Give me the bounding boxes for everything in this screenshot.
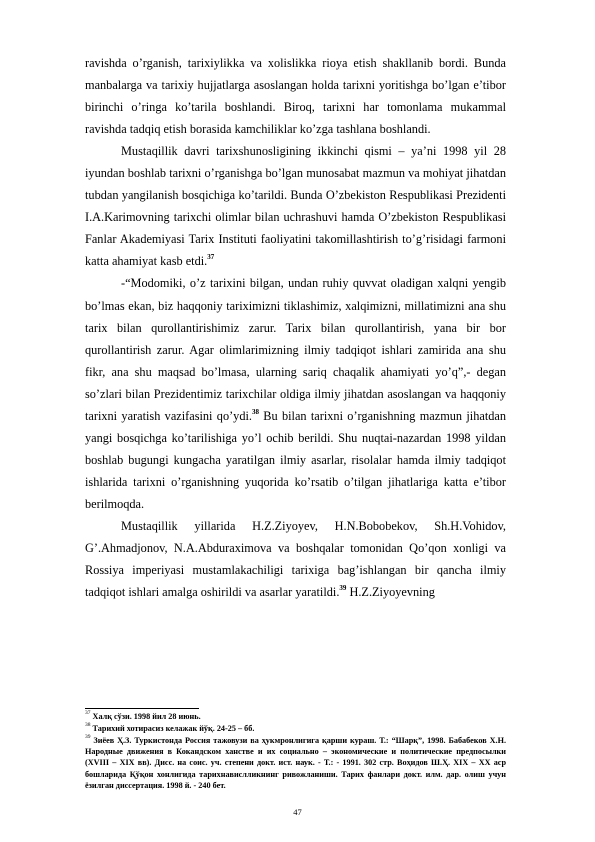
footnote-38 [85, 723, 506, 734]
footnote-number: 37 [85, 710, 91, 717]
paragraph-3-continuation: Bu bilan tarixni o’rganishning mazmun jihatdan yangi bosqichga ko’tarilishiga yo’l ochib berildi. Shu nuqtai-nazardan 1998 yildan boshlab bugungi kungacha yaratilgan ilmiy asarlar, risolalar hamda ilmiy tadqiqot ishlarida tarixni o’rganishning yuqorida ko’rsatib o’tilgan jihatlariga katta e’tibor berilmoqda. [85, 408, 506, 511]
footnote-separator [85, 708, 199, 709]
paragraph-4-continuation: H.Z.Ziyoyevning [346, 585, 435, 600]
footnote-number: 39 [85, 734, 91, 741]
paragraph-2 [85, 140, 506, 272]
footnote-number: 38 [85, 722, 91, 729]
footnote-ref-38[interactable]: 38 [251, 407, 259, 416]
paragraph-4-text: Mustaqillik yillarida H.Z.Ziyoyev, H.N.Bobobekov, Sh.H.Vohidov, G’.Ahmadjonov, N.A.Abduraximova va boshqalar tomonidan Qo’qon xonligi va Rossiya imperiyasi mustamlakachiligi tarixiga bag’ishlangan bir qancha ilmiy tadqiqot ishlari amalga oshirildi va asarlar yaratildi. [85, 518, 506, 600]
paragraph-1 [85, 52, 506, 140]
footnote-ref-37[interactable]: 37 [207, 253, 215, 262]
footnote-39 [85, 735, 506, 791]
paragraph-3 [85, 272, 506, 515]
paragraph-1-text: ravishda o’rganish, tarixiylikka va xolislikka rioya etish shakllanib bordi. Bunda manbalarga va tarixiy hujjatlarga asoslangan holda tarixni yoritishga bo’lgan e’tibor birinchi o’ringa ko’tarila boshlandi. Biroq, tarixni har tomonlama mukammal ravishda tadqiq etish borasida kamchiliklar ko’zga tashlana boshlandi. [85, 56, 506, 137]
paragraph-2-text: Mustaqillik davri tarixshunosligining ikkinchi qismi – ya’ni 1998 yil 28 iyundan boshlab tarixni o’rganishga bo’lgan munosabat mazmun va mohiyat jihatdan tubdan yangilanish bosqichiga ko’tarildi. Bunda O’zbekiston Respublikasi Prezidenti I.A.Karimovning tarixchi olimlar bilan uchrashuvi hamda O’zbekiston Respublikasi Fanlar Akademiyasi Tarix Instituti faoliyatini takomillashtirish to’g’risidagi farmoni katta ahamiyat kasb etdi. [85, 144, 506, 269]
footnote-text: Тарихий хотирасиз келажак йўқ. 24-25 – бб. [90, 724, 255, 733]
footnote-text: Халқ сўзи. 1998 йил 28 июнь. [90, 712, 201, 721]
paragraph-4 [85, 515, 506, 603]
page-number: 47 [293, 807, 302, 817]
paragraph-3-text: -“Modomiki, o’z tarixini bilgan, undan ruhiy quvvat oladigan xalqni yengib bo’lmas ekan, biz haqqoniy tariximizni tiklashimiz, xalqimizni, millatimizni ana shu tarix bilan qurollantirishimiz zarur. Tarix bilan qurollantirish, yana bir bor qurollantirish zarur. Agar olimlarimizning ilmiy tadqiqot ishlari zamirida ana shu fikr, ana shu maqsad bo’lmasa, ularning sariq chaqalik ahamiyati yo’q”,- degan so’zlari bilan Prezidentimiz tarixchilar oldiga ilmiy jihatdan asoslangan va haqqoniy tarixni yaratish vazifasini qo’ydi. [85, 276, 506, 423]
footnote-ref-39[interactable]: 39 [339, 584, 347, 593]
page-body [85, 52, 506, 603]
footnote-37 [85, 711, 506, 722]
footnote-text: Зиёев Ҳ.З. Туркистонда Россия тажовузи ва ҳукмронлигига қарши кураш. Т.: “Шарқ”, 1998. Бабабеков Х.Н. Народные движения в Кокандском ханстве и их социально – экономические и политические предпосылки (XVIII – XIX вв). Дисс. на соис. уч. степени докт. ист. наук. - Т.: - 1991. 302 стр. Воҳидов Ш.Ҳ. XIX – XX аср бошларида Қўқон хонлигида тарихнавислликнинг ривожланиши. Тарих фанлари докт. илм. дар. олиш учун ёзилган диссертация. 1998 й. - 240 бет. [85, 736, 506, 790]
